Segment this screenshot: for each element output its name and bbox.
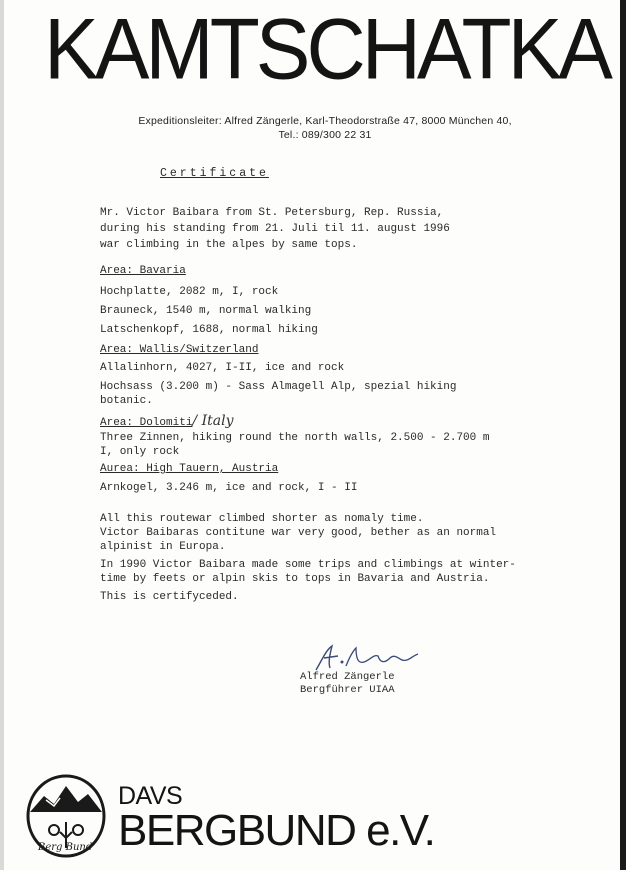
letterhead-address: [110, 114, 540, 142]
signer-name: Alfred Zängerle: [300, 671, 395, 683]
area-heading-bavaria: Area: Bavaria: [100, 265, 186, 277]
certificate-heading: Certificate: [160, 167, 269, 180]
logo-text: Berg Bund: [38, 842, 93, 853]
org-name: BERGBUND e.V.: [118, 806, 435, 855]
org-short: DAVS: [118, 782, 183, 810]
scan-edge-right: [620, 0, 626, 870]
climb-item: Arnkogel, 3.246 m, ice and rock, I - II: [100, 482, 358, 494]
climb-item-cont: I, only rock: [100, 446, 180, 458]
climb-item: Allalinhorn, 4027, I-II, ice and rock: [100, 362, 345, 374]
bergbund-logo: [24, 772, 108, 860]
intro-line: during his standing from 21. Juli til 11. august 1996: [100, 223, 450, 235]
closing-line: alpinist in Europa.: [100, 541, 226, 553]
signer-role: Bergführer UIAA: [300, 684, 395, 696]
area-heading-tauern: Aurea: High Tauern, Austria: [100, 463, 279, 475]
closing-line: time by feets or alpin skis to tops in Bavaria and Austria.: [100, 573, 490, 585]
closing-line: In 1990 Victor Baibara made some trips and climbings at winter-: [100, 559, 516, 571]
handwritten-note-italy: / Italy: [192, 413, 234, 429]
closing-line: This is certifyceded.: [100, 591, 239, 603]
closing-line: All this routewar climbed shorter as nomaly time.: [100, 513, 424, 525]
closing-line: Victor Baibaras contitune war very good, bether as an normal: [100, 527, 497, 539]
climb-item: Latschenkopf, 1688, normal hiking: [100, 324, 318, 336]
area-heading-wallis: Area: Wallis/Switzerland: [100, 344, 259, 356]
scan-edge-left: [0, 0, 4, 870]
intro-line: Mr. Victor Baibara from St. Petersburg, Rep. Russia,: [100, 207, 444, 219]
letterhead-title: KAMTSCHATKA: [44, 1, 609, 98]
area-heading-dolomiti-row: [100, 413, 233, 429]
intro-paragraph: [100, 205, 450, 253]
intro-line: war climbing in the alpes by same tops.: [100, 239, 358, 251]
area-heading-dolomiti: Area: Dolomiti: [100, 417, 193, 429]
expedition-leader-line: Expeditionsleiter: Alfred Zängerle, Karl-Theodorstraße 47, 8000 München 40,: [138, 115, 512, 127]
climb-item: Brauneck, 1540 m, normal walking: [100, 305, 312, 317]
climb-item: Hochplatte, 2082 m, I, rock: [100, 286, 279, 298]
climb-item-cont: botanic.: [100, 395, 153, 407]
signature-block: [300, 671, 395, 697]
phone-line: Tel.: 089/300 22 31: [278, 129, 372, 141]
climb-item: Hochsass (3.200 m) - Sass Almagell Alp, spezial hiking: [100, 381, 457, 393]
climb-item: Three Zinnen, hiking round the north walls, 2.500 - 2.700 m: [100, 432, 490, 444]
